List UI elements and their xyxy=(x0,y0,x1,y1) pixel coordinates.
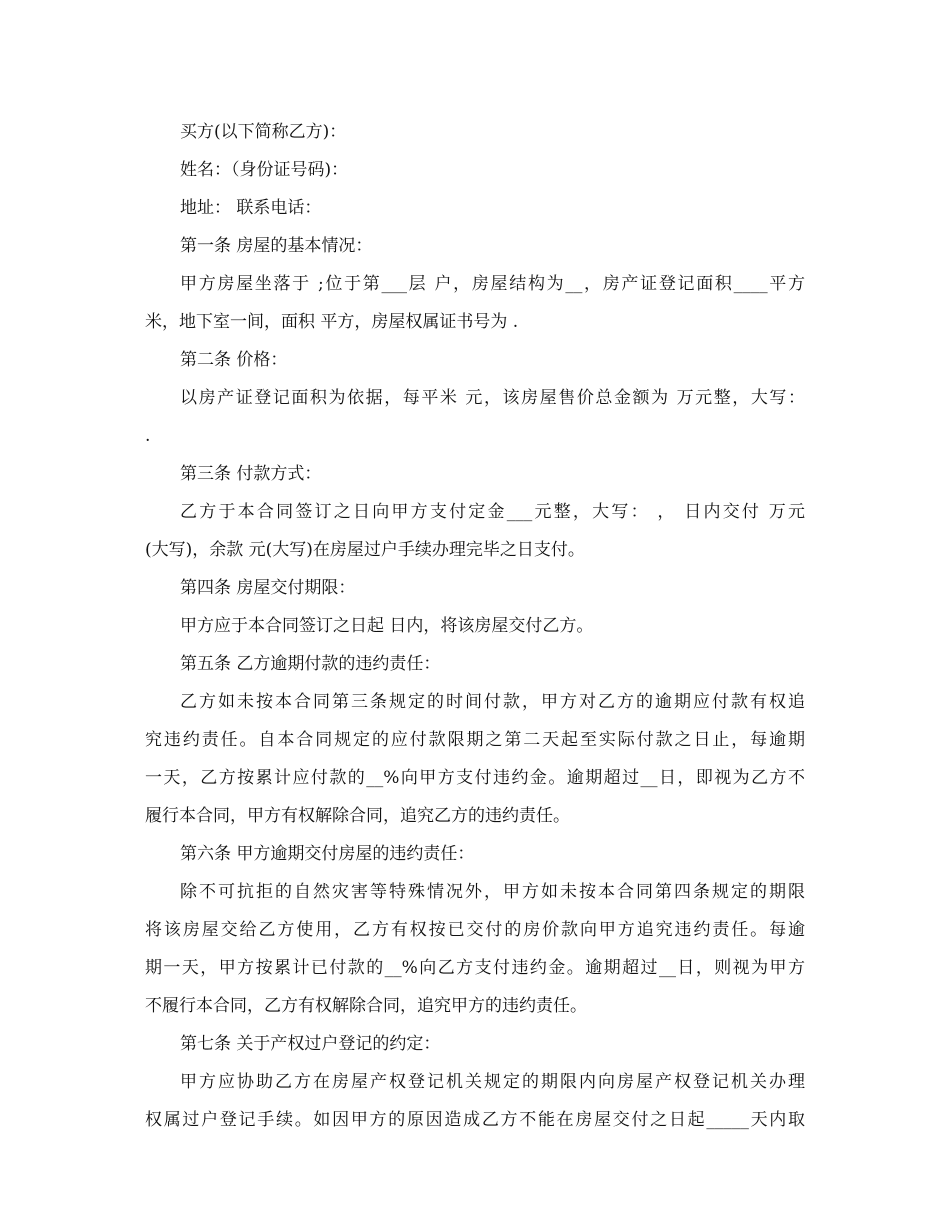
article-6-text-line-1: 除不可抗拒的自然灾害等特殊情况外，甲方如未按本合同第四条规定的期限 xyxy=(180,882,805,902)
article-7-text-line-2: 权属过户登记手续。如因甲方的原因造成乙方不能在房屋交付之日起_____天内取 xyxy=(145,1110,805,1130)
article-1-text-line-1: 甲方房屋坐落于 ;位于第___层 户，房屋结构为__，房产证登记面积____平方 xyxy=(180,274,805,294)
article-5-text-line-4: 履行本合同，甲方有权解除合同，追究乙方的违约责任。 xyxy=(145,806,570,826)
article-7-heading: 第七条 关于产权过户登记的约定： xyxy=(180,1034,441,1054)
article-2-heading: 第二条 价格： xyxy=(180,350,288,370)
buyer-name-line: 姓名：（身份证号码)： xyxy=(180,160,349,180)
article-3-heading: 第三条 付款方式： xyxy=(180,464,322,484)
article-4-heading: 第四条 房屋交付期限： xyxy=(180,578,356,598)
buyer-heading: 买方(以下简称乙方)： xyxy=(180,122,347,142)
article-1-heading: 第一条 房屋的基本情况： xyxy=(180,236,373,256)
article-5-text-line-3: 一天，乙方按累计应付款的__%向甲方支付违约金。逾期超过__日，即视为乙方不 xyxy=(145,768,805,788)
article-3-text-line-1: 乙方于本合同签订之日向甲方支付定金___元整，大写： ， 日内交付 万元 xyxy=(180,502,805,522)
article-1-text-line-2: 米，地下室一间，面积 平方，房屋权属证书号为 . xyxy=(145,312,519,332)
article-5-text-line-2: 究违约责任。自本合同规定的应付款限期之第二天起至实际付款之日止，每逾期 xyxy=(145,730,805,750)
article-6-text-line-3: 期一天，甲方按累计已付款的__%向乙方支付违约金。逾期超过__日，则视为甲方 xyxy=(145,958,805,978)
article-3-text-line-2: (大写)，余款 元(大写)在房屋过户手续办理完毕之日支付。 xyxy=(145,540,585,560)
article-6-heading: 第六条 甲方逾期交付房屋的违约责任： xyxy=(180,844,475,864)
buyer-address-line: 地址： 联系电话： xyxy=(180,198,322,218)
article-5-text-line-1: 乙方如未按本合同第三条规定的时间付款，甲方对乙方的逾期应付款有权追 xyxy=(180,692,805,712)
article-7-text-line-1: 甲方应协助乙方在房屋产权登记机关规定的期限内向房屋产权登记机关办理 xyxy=(180,1072,805,1092)
article-6-text-line-4: 不履行本合同，乙方有权解除合同，追究甲方的违约责任。 xyxy=(145,996,587,1016)
article-5-heading: 第五条 乙方逾期付款的违约责任： xyxy=(180,654,441,674)
contract-body xyxy=(145,113,805,1139)
article-4-text-line-1: 甲方应于本合同签订之日起 日内，将该房屋交付乙方。 xyxy=(180,616,594,636)
article-2-text-line-2: . xyxy=(145,426,151,446)
article-2-text-line-1: 以房产证登记面积为依据，每平米 元，该房屋售价总金额为 万元整，大写： xyxy=(180,388,805,408)
article-6-text-line-2: 将该房屋交给乙方使用，乙方有权按已交付的房价款向甲方追究违约责任。每逾 xyxy=(145,920,805,940)
